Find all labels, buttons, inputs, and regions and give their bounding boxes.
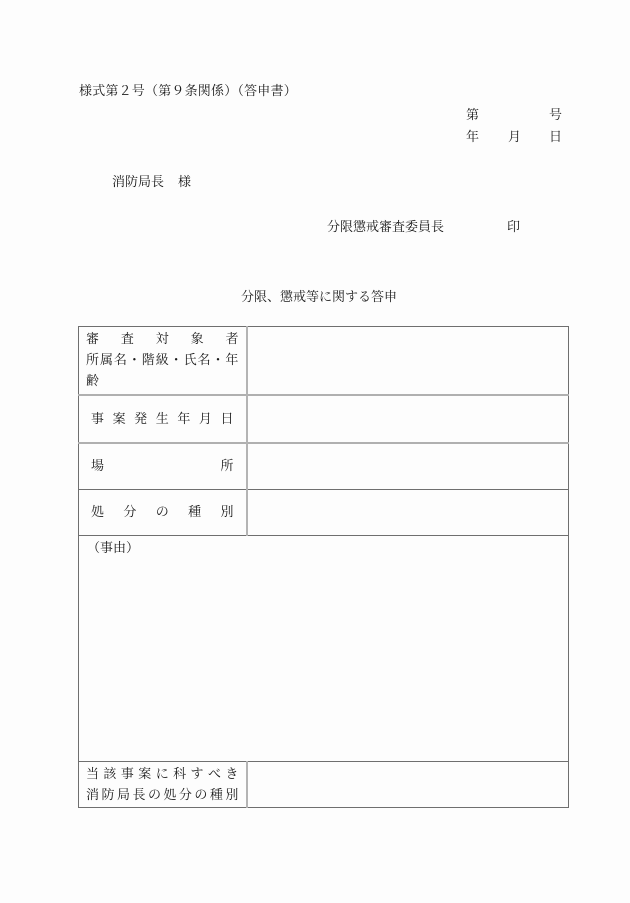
label-line: 所 属 名 ・ 階 級 ・ 氏 名 ・ 年 — [86, 353, 239, 368]
form-number: 様式第２号（第９条関係）（答申書） — [79, 84, 297, 99]
doc-number-prefix: 第 — [466, 108, 480, 123]
label-line: 処 分 の 種 別 — [91, 505, 234, 520]
date-day-label: 日 — [549, 130, 563, 145]
label-incident-date — [79, 395, 247, 443]
label-line: 齢 — [86, 374, 100, 389]
table-row-incident-date — [79, 395, 569, 443]
addressee-name: 消防局長 — [112, 175, 165, 190]
table-row-recommended-disposition — [79, 762, 569, 808]
label-subject — [79, 327, 247, 396]
addressee-honorific: 様 — [178, 175, 192, 190]
doc-number-suffix: 号 — [549, 108, 563, 123]
document-title: 分限、懲戒等に関する答申 — [241, 290, 398, 305]
label-line: 場 所 — [91, 459, 234, 474]
reason-cell[interactable] — [79, 536, 569, 762]
value-subject[interactable] — [247, 327, 569, 396]
table-row-disposition-type — [79, 490, 569, 536]
label-line: 消 防 局 長 の 処 分 の 種 別 — [86, 787, 239, 803]
value-recommended-disposition[interactable] — [247, 762, 569, 808]
report-form-table — [78, 326, 569, 808]
value-incident-date[interactable] — [247, 395, 569, 443]
label-disposition-type — [79, 490, 247, 536]
date-year-label: 年 — [466, 130, 480, 145]
date-month-label: 月 — [508, 130, 522, 145]
label-reason: （事由） — [87, 541, 140, 556]
value-disposition-type[interactable] — [247, 490, 569, 536]
label-line: 当 該 事 案 に 科 す べ き — [86, 766, 239, 782]
label-location — [79, 443, 247, 490]
seal-mark: 印 — [507, 220, 521, 235]
table-row-location — [79, 443, 569, 490]
table-row-reason — [79, 536, 569, 762]
label-line: 事 案 発 生 年 月 日 — [91, 411, 234, 427]
value-location[interactable] — [247, 443, 569, 490]
label-line: 審 査 対 象 者 — [86, 332, 239, 347]
table-row-subject — [79, 327, 569, 396]
addressee — [112, 171, 191, 190]
label-recommended-disposition — [79, 762, 247, 808]
sender-title: 分限懲戒審査委員長 — [327, 220, 445, 235]
